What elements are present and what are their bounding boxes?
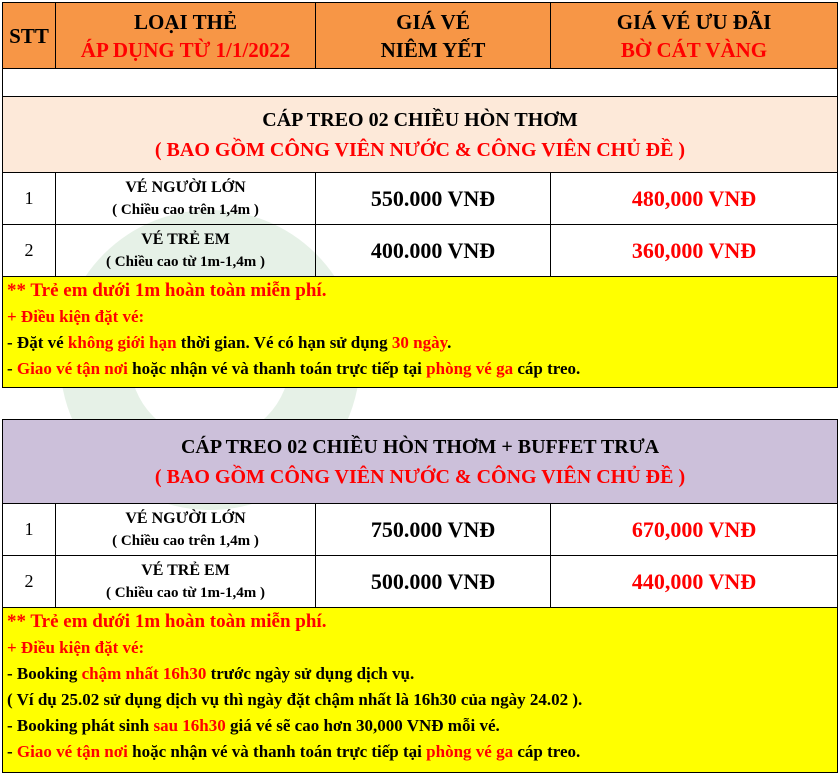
header-promo bbox=[551, 3, 838, 69]
header-price-label2: NIÊM YẾT bbox=[380, 37, 486, 62]
row-type-desc: ( Chiều cao từ 1m-1,4m ) bbox=[106, 253, 265, 270]
price-table-buffet bbox=[2, 419, 838, 773]
row-stt: 2 bbox=[3, 556, 56, 608]
row-type-desc: ( Chiều cao trên 1,4m ) bbox=[112, 201, 259, 218]
blank-row bbox=[3, 69, 838, 97]
row-promo-price: 670,000 VNĐ bbox=[551, 504, 838, 556]
row-promo-price: 480,000 VNĐ bbox=[551, 173, 838, 225]
price-table bbox=[2, 2, 838, 388]
note-line: - Booking chậm nhất 16h30 trước ngày sử dụng dịch vụ. bbox=[7, 664, 415, 683]
row-type bbox=[56, 225, 316, 277]
section-2-notes-row bbox=[3, 608, 838, 773]
note-line: - Booking phát sinh sau 16h30 giá vé sẽ cao hơn 30,000 VNĐ mỗi vé. bbox=[7, 716, 500, 735]
note-free-kids: ** Trẻ em dưới 1m hoàn toàn miễn phí. bbox=[7, 280, 327, 301]
note-conditions-title: + Điều kiện đặt vé: bbox=[7, 638, 145, 657]
section-2-name: CÁP TREO 02 CHIỀU HÒN THƠM + BUFFET TRƯA bbox=[180, 435, 660, 458]
row-promo-price: 360,000 VNĐ bbox=[551, 225, 838, 277]
section-2-notes bbox=[3, 608, 838, 773]
table-row bbox=[3, 504, 838, 556]
note-free-kids: ** Trẻ em dưới 1m hoàn toàn miễn phí. bbox=[7, 611, 327, 632]
row-type-desc: ( Chiều cao trên 1,4m ) bbox=[112, 532, 259, 549]
row-type-label: VÉ TRẺ EM bbox=[141, 561, 230, 579]
header-price bbox=[316, 3, 551, 69]
header-promo-brand: BỜ CÁT VÀNG bbox=[620, 37, 768, 62]
row-stt: 1 bbox=[3, 173, 56, 225]
section-1-notes-row bbox=[3, 277, 838, 388]
row-type-label: VÉ NGƯỜI LỚN bbox=[125, 178, 246, 196]
row-promo-price: 440,000 VNĐ bbox=[551, 556, 838, 608]
note-line: - Đặt vé không giới hạn thời gian. Vé có hạn sử dụng 30 ngày. bbox=[7, 333, 452, 352]
section-1-name: CÁP TREO 02 CHIỀU HÒN THƠM bbox=[262, 108, 578, 131]
row-stt: 1 bbox=[3, 504, 56, 556]
section-1-title bbox=[3, 97, 838, 173]
header-price-label: GIÁ VÉ bbox=[396, 9, 470, 34]
section-2-title bbox=[3, 420, 838, 504]
row-stt: 2 bbox=[3, 225, 56, 277]
note-line: - Giao vé tận nơi hoặc nhận vé và thanh toán trực tiếp tại phòng vé ga cáp treo. bbox=[7, 359, 581, 378]
row-price: 750.000 VNĐ bbox=[316, 504, 551, 556]
header-stt: STT bbox=[3, 3, 56, 69]
section-2-subtitle: ( BAO GỒM CÔNG VIÊN NƯỚC & CÔNG VIÊN CHỦ ĐỀ ) bbox=[154, 465, 686, 488]
row-type bbox=[56, 556, 316, 608]
table-row bbox=[3, 225, 838, 277]
row-price: 550.000 VNĐ bbox=[316, 173, 551, 225]
row-type-label: VÉ TRẺ EM bbox=[141, 230, 230, 248]
header-type-date: ÁP DỤNG TỪ 1/1/2022 bbox=[80, 37, 291, 62]
note-line: - Giao vé tận nơi hoặc nhận vé và thanh toán trực tiếp tại phòng vé ga cáp treo. bbox=[7, 742, 581, 761]
section-1-notes bbox=[3, 277, 838, 388]
section-1-title-row bbox=[3, 97, 838, 173]
row-type-label: VÉ NGƯỜI LỚN bbox=[125, 509, 246, 527]
section-2-title-row bbox=[3, 420, 838, 504]
table-row bbox=[3, 173, 838, 225]
row-type bbox=[56, 504, 316, 556]
row-price: 400.000 VNĐ bbox=[316, 225, 551, 277]
row-type bbox=[56, 173, 316, 225]
row-price: 500.000 VNĐ bbox=[316, 556, 551, 608]
row-type-desc: ( Chiều cao từ 1m-1,4m ) bbox=[106, 584, 265, 601]
note-conditions-title: + Điều kiện đặt vé: bbox=[7, 307, 145, 326]
table-row bbox=[3, 556, 838, 608]
header-promo-label: GIÁ VÉ ƯU ĐÃI bbox=[616, 9, 772, 34]
header-type bbox=[56, 3, 316, 69]
header-type-label: LOẠI THẺ bbox=[134, 9, 237, 34]
header-row bbox=[3, 3, 838, 69]
section-1-subtitle: ( BAO GỒM CÔNG VIÊN NƯỚC & CÔNG VIÊN CHỦ ĐỀ ) bbox=[154, 138, 686, 161]
note-line: ( Ví dụ 25.02 sử dụng dịch vụ thì ngày đặt chậm nhất là 16h30 của ngày 24.02 ). bbox=[7, 690, 583, 709]
